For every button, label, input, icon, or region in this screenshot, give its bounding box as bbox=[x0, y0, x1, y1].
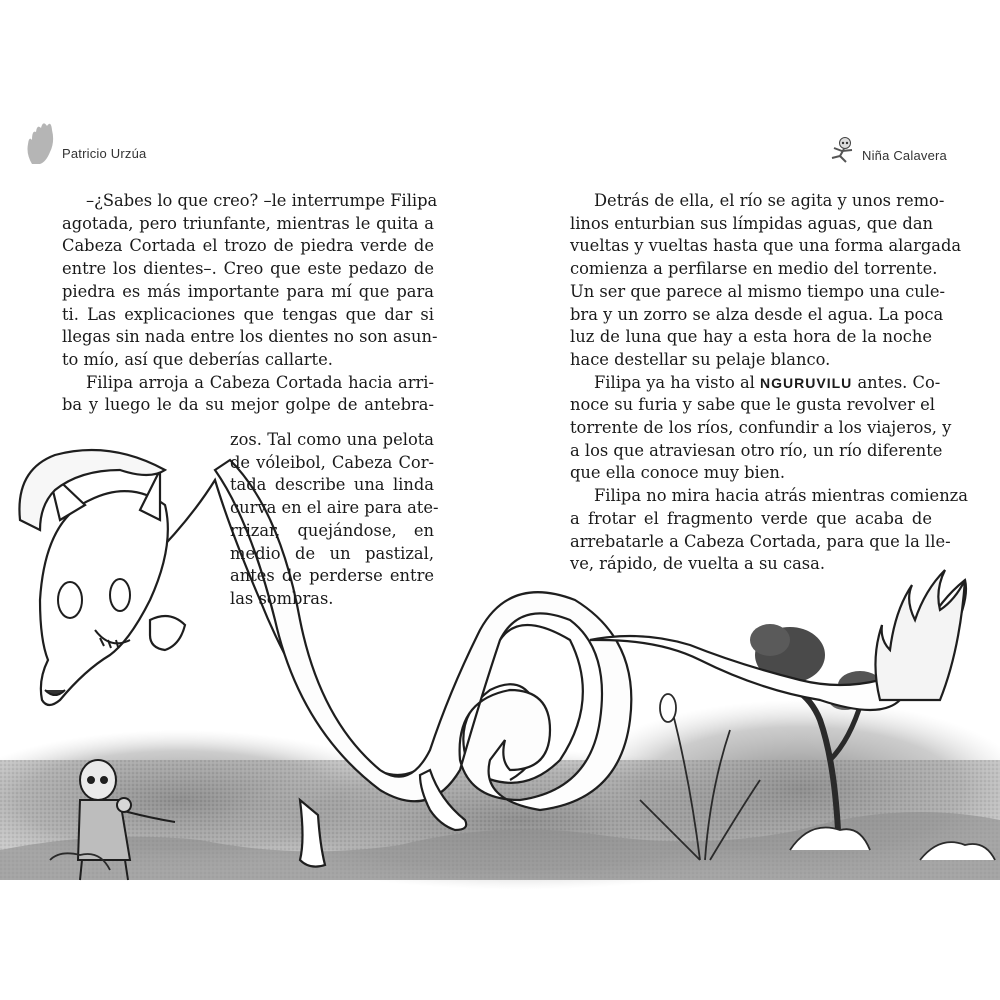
left-page-text-top bbox=[62, 190, 438, 417]
text-line: –¿Sabes lo que creo? –le interrumpe Filipa bbox=[86, 191, 438, 210]
running-head-author: Patricio Urzúa bbox=[62, 146, 147, 161]
text-line: comienza a perfilarse en medio del torrente. bbox=[570, 259, 938, 279]
hand-ghost-icon bbox=[22, 118, 58, 166]
text-line: luz de luna que hay a esta hora de la noche bbox=[570, 327, 932, 347]
text-line: medio de un pastizal, bbox=[230, 543, 434, 563]
text-line: entre los dientes–. Creo que este pedazo de bbox=[62, 259, 434, 279]
text-line: tada describe una linda bbox=[230, 475, 434, 495]
text-line: piedra es más importante para mí que para bbox=[62, 281, 434, 301]
text-line: to mío, así que deberías callarte. bbox=[62, 349, 333, 369]
text-line: arrebatarle a Cabeza Cortada, para que la lle- bbox=[570, 531, 951, 551]
text-line: Filipa no mira hacia atrás mientras comienza bbox=[594, 486, 968, 506]
text-line: hace destellar su pelaje blanco. bbox=[570, 349, 831, 369]
text-line: bra y un zorro se alza desde el agua. La poca bbox=[570, 304, 944, 324]
text-line: ti. Las explicaciones que tengas que dar si bbox=[62, 304, 434, 324]
text-line: Filipa arroja a Cabeza Cortada hacia arri- bbox=[86, 372, 434, 392]
text-line: antes de perderse entre bbox=[230, 566, 434, 586]
text-fragment: antes. Co- bbox=[852, 372, 941, 392]
text-line: que ella conoce muy bien. bbox=[570, 463, 786, 483]
text-line: ve, rápido, de vuelta a su casa. bbox=[570, 554, 826, 574]
text-line: agotada, pero triunfante, mientras le quita a bbox=[62, 213, 434, 233]
text-line: noce su furia y sabe que le gusta revolver el bbox=[570, 395, 935, 415]
text-line-nguruvilu bbox=[570, 372, 941, 395]
text-line: de vóleibol, Cabeza Cor- bbox=[230, 452, 434, 472]
running-head-title: Niña Calavera bbox=[862, 148, 947, 163]
text-line: vueltas y vueltas hasta que una forma alargada bbox=[570, 236, 962, 256]
running-skull-girl-icon bbox=[820, 136, 858, 166]
text-line: a frotar el fragmento verde que acaba de bbox=[570, 508, 932, 528]
text-line: rrizar, quejándose, en bbox=[230, 520, 434, 540]
text-line: zos. Tal como una pelota bbox=[230, 430, 434, 449]
left-page-text-narrow bbox=[230, 429, 439, 611]
text-line: Cabeza Cortada el trozo de piedra verde de bbox=[62, 236, 434, 256]
right-page-text bbox=[570, 190, 968, 576]
text-line: Detrás de ella, el río se agita y unos remo- bbox=[594, 191, 945, 210]
text-line: a los que atraviesan otro río, un río diferente bbox=[570, 440, 943, 460]
text-line: torrente de los ríos, confundir a los viajeros, y bbox=[570, 418, 952, 438]
text-line: ba y luego le da su mejor golpe de antebra- bbox=[62, 395, 434, 415]
text-line: las sombras. bbox=[230, 588, 334, 608]
text-line: linos enturbian sus límpidas aguas, que dan bbox=[570, 213, 934, 233]
text-line: curva en el aire para ate- bbox=[230, 498, 439, 518]
text-line: Un ser que parece al mismo tiempo una cule- bbox=[570, 281, 946, 301]
nguruvilu-name: NGURUVILU bbox=[760, 374, 853, 391]
text-line: llegas sin nada entre los dientes no son asun- bbox=[62, 327, 438, 347]
text-fragment: Filipa ya ha visto al bbox=[594, 372, 761, 392]
